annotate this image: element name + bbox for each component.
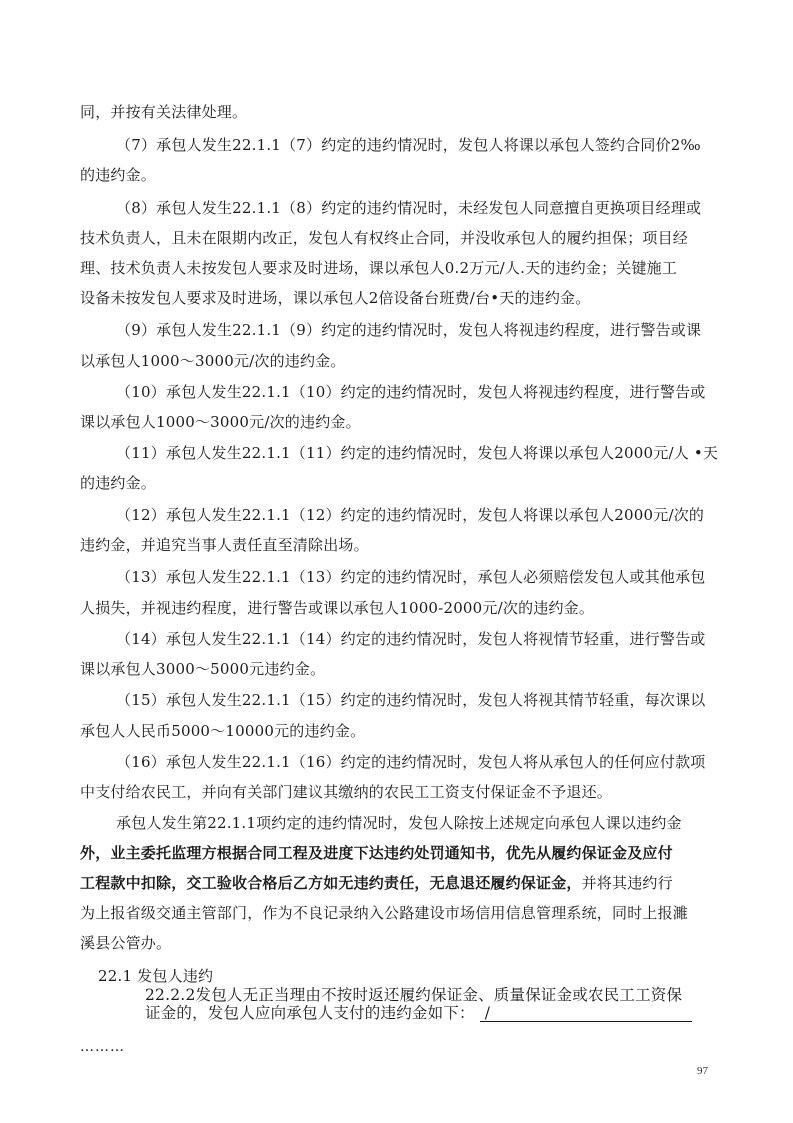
- text-line: 理、技术负责人未按发包人要求及时进场，课以承包人0.2万元/人.天的违约金；关键施工: [80, 259, 678, 277]
- text-line: 的违约金。: [80, 166, 157, 184]
- section-heading: 22.1 发包人违约: [98, 967, 214, 985]
- text-line: （11）承包人发生22.1.1（11）约定的违约情况时，发包人将课以承包人2000元/人 •天: [116, 444, 719, 462]
- text-line: 溪县公管办。: [80, 934, 172, 952]
- blank-value: /: [484, 1004, 491, 1022]
- text-line: （14）承包人发生22.1.1（14）约定的违约情况时，发包人将视情节轻重，进行警告或: [116, 630, 706, 648]
- page-number: 97: [697, 1065, 708, 1077]
- text-line-mixed: [80, 873, 673, 893]
- text-line: 承包人发生第22.1.1项约定的违约情况时，发包人除按上述规定向承包人课以违约金: [116, 814, 682, 832]
- text-line: 为上报省级交通主管部门，作为不良记录纳入公路建设市场信用信息管理系统，同时上报濉: [80, 904, 689, 922]
- text-line: （12）承包人发生22.1.1（12）约定的违约情况时，发包人将课以承包人2000元/次的: [116, 506, 705, 524]
- text-line: 以承包人1000～3000元/次的违约金。: [80, 352, 346, 370]
- text-line: 的违约金。: [80, 474, 157, 492]
- text-line: 课以承包人3000～5000元违约金。: [80, 660, 326, 678]
- text-line-bold: 外，业主委托监理方根据合同工程及进度下达违约处罚通知书，优先从履约保证金及应付: [80, 844, 673, 862]
- text-line: （8）承包人发生22.1.1（8）约定的违约情况时，未经发包人同意擅自更换项目经理或: [116, 199, 702, 217]
- text-line: （13）承包人发生22.1.1（13）约定的违约情况时，承包人必须赔偿发包人或其他承包: [116, 568, 706, 586]
- section-paragraph-line: [145, 1003, 490, 1023]
- text-line: （10）承包人发生22.1.1（10）约定的违约情况时，发包人将视违约程度，进行警告或: [116, 383, 706, 401]
- fill-in-underline: [480, 1021, 692, 1022]
- text-line: （9）承包人发生22.1.1（9）约定的违约情况时，发包人将视违约程度，进行警告或课: [116, 321, 702, 339]
- text-line: 设备未按发包人要求及时进场，课以承包人2倍设备台班费/台•天的违约金。: [80, 289, 591, 307]
- text-line: 技术负责人，且未在限期内改正，发包人有权终止合同，并没收承包人的履约担保；项目经: [80, 229, 689, 247]
- normal-segment: 并将其违约行: [581, 874, 673, 892]
- paragraph-text: 证金的，发包人应向承包人支付的违约金如下：: [145, 1004, 475, 1022]
- bold-segment: 工程款中扣除，交工验收合格后乙方如无违约责任，无息退还履约保证金，: [80, 874, 582, 892]
- text-line: 违约金，并追究当事人责任直至清除出场。: [80, 536, 369, 554]
- ellipsis: ………: [80, 1039, 125, 1055]
- section-paragraph-line: 22.2.2发包人无正当理由不按时返还履约保证金、质量保证金或农民工工资保: [145, 986, 683, 1004]
- text-line: 承包人人民币5000～10000元的违约金。: [80, 722, 366, 740]
- text-line: （15）承包人发生22.1.1（15）约定的违约情况时，发包人将视其情节轻重，每次课以: [116, 691, 706, 709]
- text-line: 课以承包人1000～3000元/次的违约金。: [80, 413, 361, 431]
- text-line: 同，并按有关法律处理。: [80, 103, 248, 121]
- text-line: 人损失，并视违约程度，进行警告或课以承包人1000-2000元/次的违约金。: [80, 599, 595, 617]
- text-line: （7）承包人发生22.1.1（7）约定的违约情况时，发包人将课以承包人签约合同价2‰: [116, 136, 701, 154]
- text-line: （16）承包人发生22.1.1（16）约定的违约情况时，发包人将从承包人的任何应付款项: [116, 753, 706, 771]
- text-line: 中支付给农民工，并向有关部门建议其缴纳的农民工工资支付保证金不予退还。: [80, 783, 613, 801]
